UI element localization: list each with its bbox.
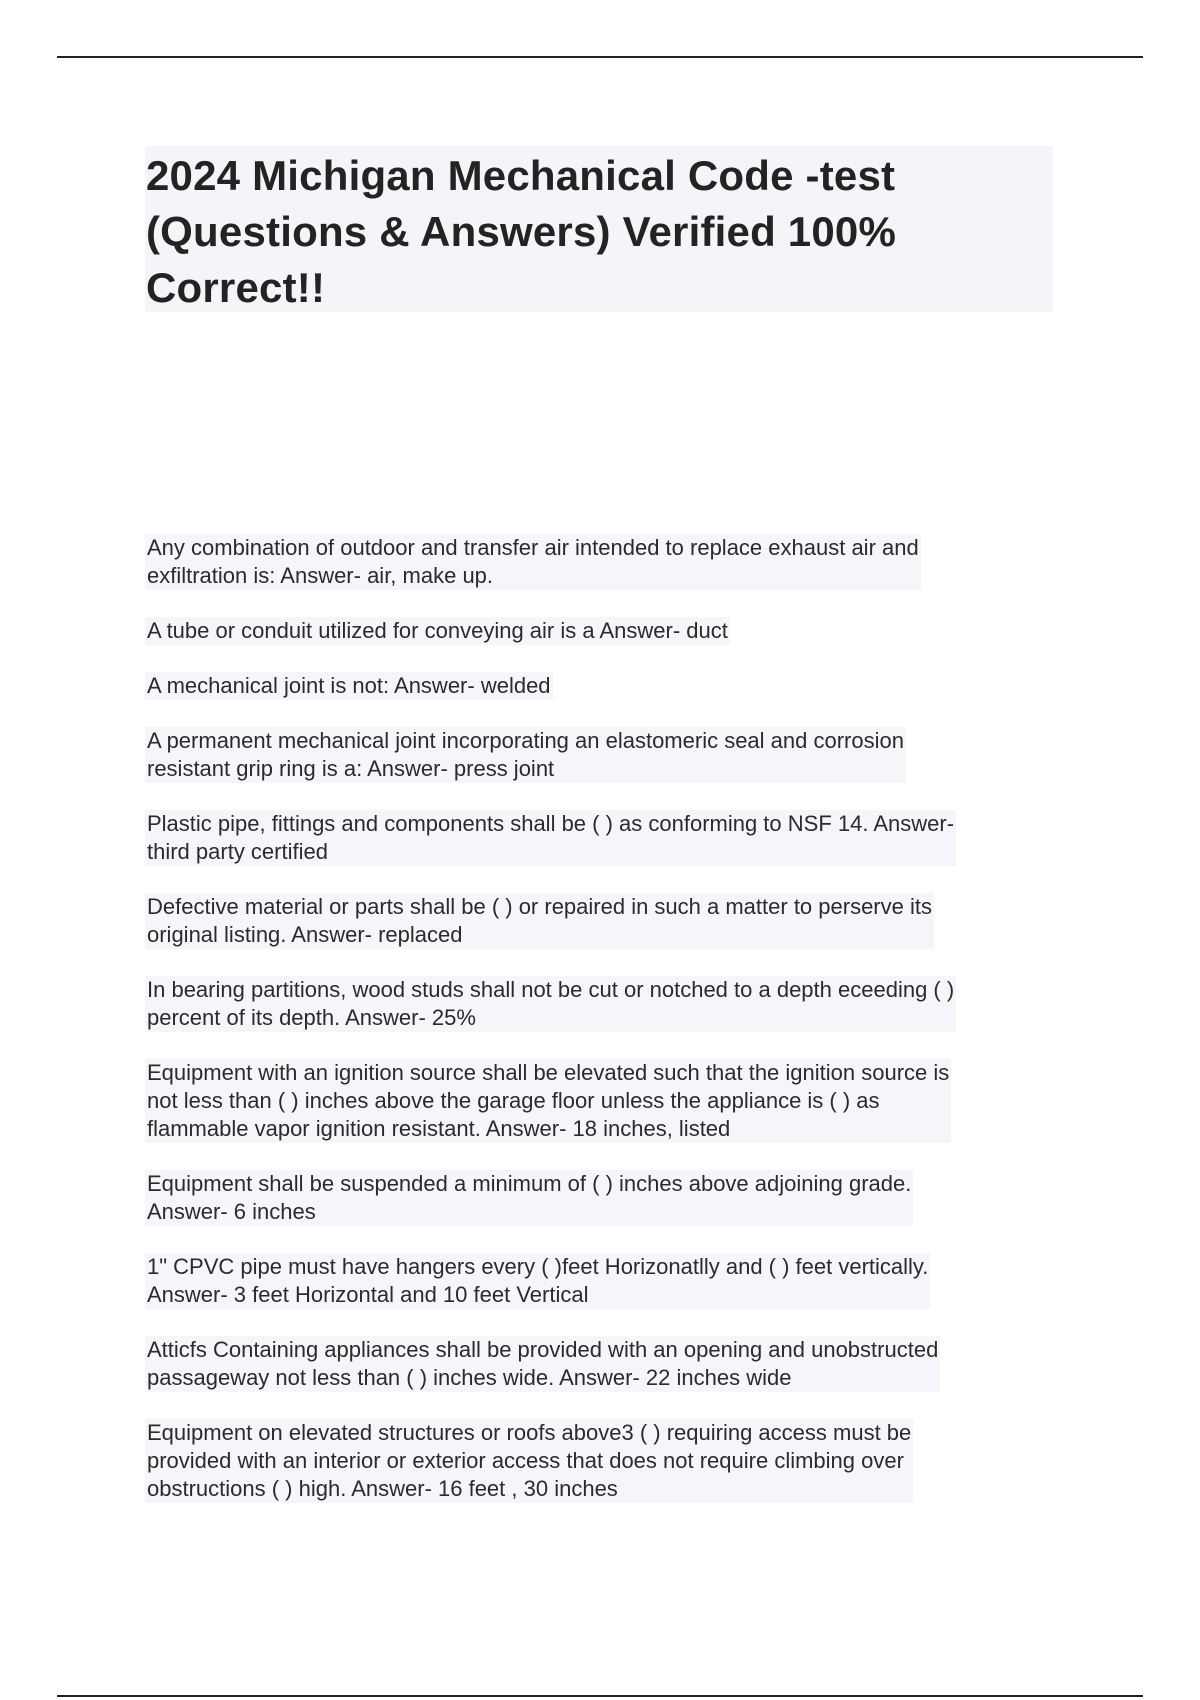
qa-item: A mechanical joint is not: Answer- welded [147, 673, 551, 698]
qa-item: A tube or conduit utilized for conveying air is a Answer- duct [147, 618, 728, 643]
qa-item: Plastic pipe, fittings and components shall be ( ) as conforming to NSF 14. Answer- third party certified [147, 811, 955, 864]
qa-item: 1" CPVC pipe must have hangers every ( )feet Horizonatlly and ( ) feet vertically. Answer- 3 feet Horizontal and 10 feet Vertical [147, 1254, 929, 1307]
qa-item: Atticfs Containing appliances shall be provided with an opening and unobstructed passageway not less than ( ) inches wide. Answer- 22 inches wide [147, 1337, 939, 1390]
qa-item: Defective material or parts shall be ( ) or repaired in such a matter to perserve its original listing. Answer- replaced [147, 894, 932, 947]
qa-item: Equipment shall be suspended a minimum of ( ) inches above adjoining grade. Answer- 6 inches [147, 1171, 912, 1224]
top-rule [57, 56, 1143, 58]
qa-item: Any combination of outdoor and transfer air intended to replace exhaust air and exfiltration is: Answer- air, make up. [147, 535, 919, 588]
qa-item: Equipment with an ignition source shall be elevated such that the ignition source is not less than ( ) inches above the garage floor unless the appliance is ( ) as flammable vapor ignition resistant. Answer- 18 inches, listed [147, 1060, 950, 1141]
bottom-rule [57, 1695, 1143, 1697]
qa-item: A permanent mechanical joint incorporating an elastomeric seal and corrosion resistant grip ring is a: Answer- press joint [147, 728, 904, 781]
document-title: 2024 Michigan Mechanical Code -test (Questions & Answers) Verified 100% Correct!! [146, 152, 897, 311]
title-block [145, 146, 1053, 312]
qa-item: In bearing partitions, wood studs shall not be cut or notched to a depth eceeding ( ) percent of its depth. Answer- 25% [147, 977, 955, 1030]
qa-item: Equipment on elevated structures or roofs above3 ( ) requiring access must be provided with an interior or exterior access that does not require climbing over obstructions ( ) high. Answer- 16 feet , 30 inches [147, 1420, 912, 1501]
qa-list [145, 534, 1055, 1530]
